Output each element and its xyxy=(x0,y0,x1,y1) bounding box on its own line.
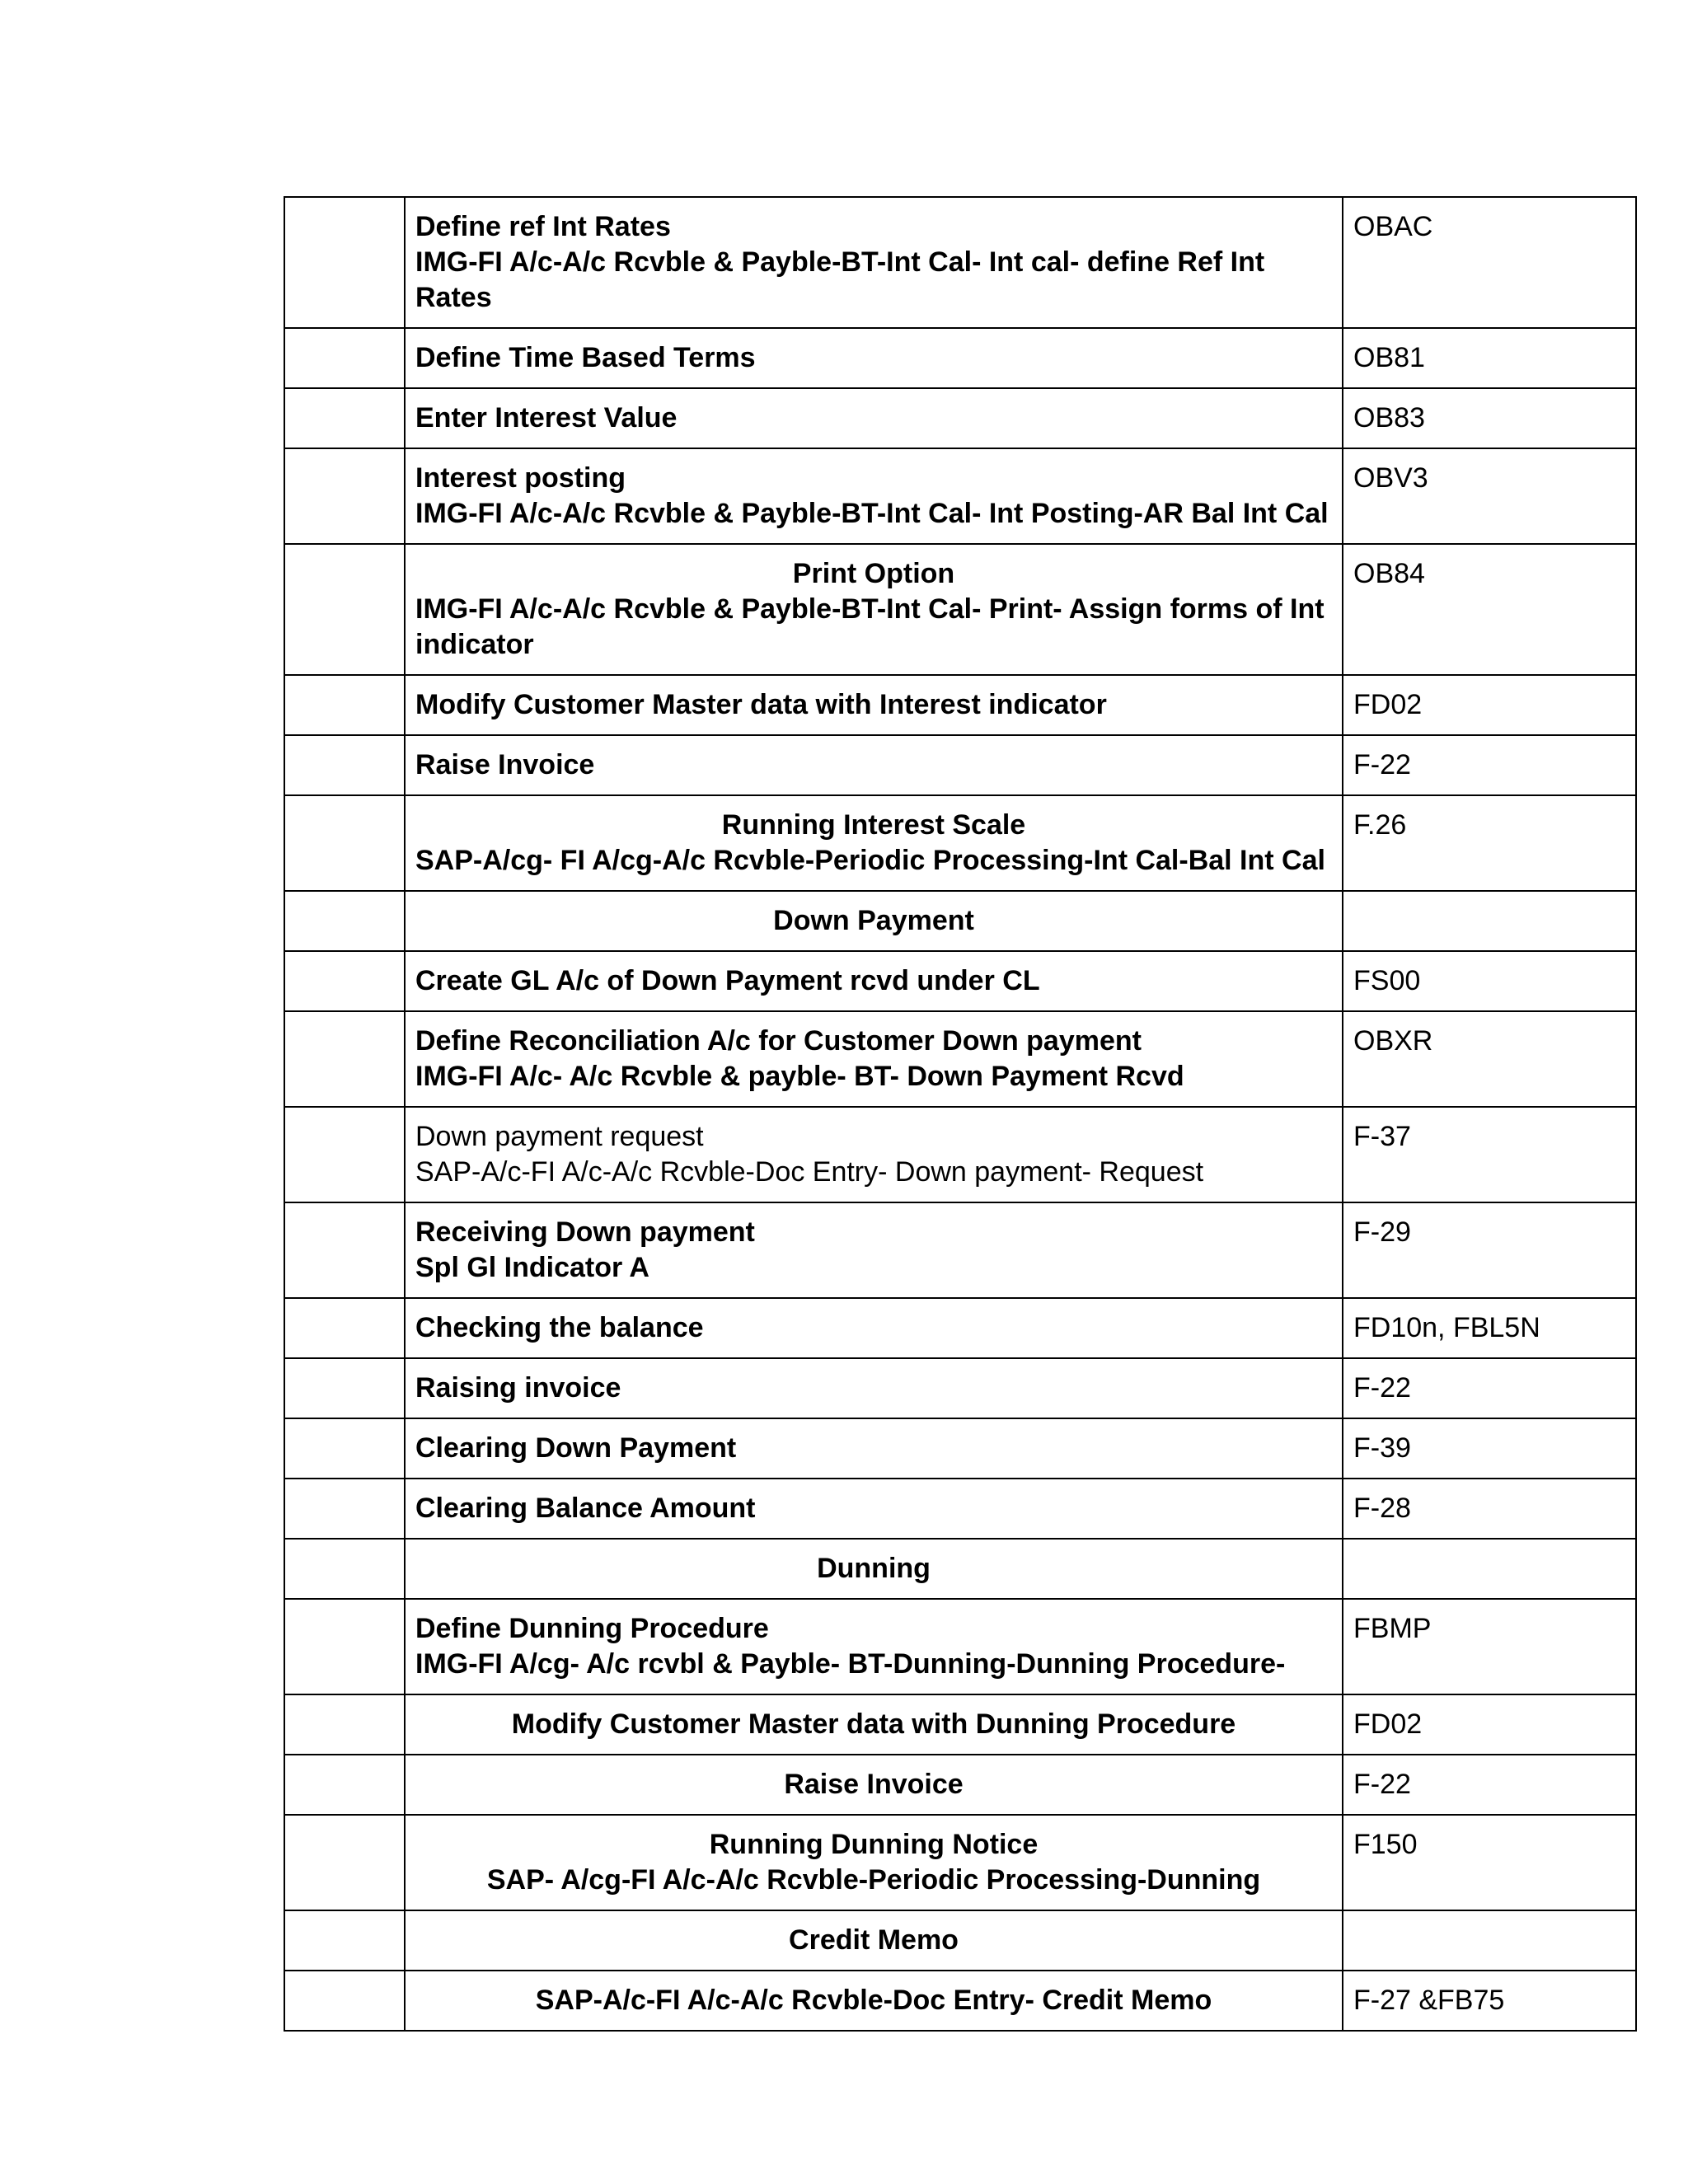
empty-cell xyxy=(284,1107,405,1202)
description-title: Define Reconciliation A/c for Customer Down payment xyxy=(415,1025,1142,1057)
tcode-cell: F-22 xyxy=(1343,1755,1636,1815)
tcode-cell: F-22 xyxy=(1343,1358,1636,1418)
empty-cell xyxy=(284,1479,405,1539)
empty-cell xyxy=(284,1358,405,1418)
description-cell xyxy=(405,1202,1343,1298)
description-path: IMG-FI A/c- A/c Rcvble & payble- BT- Down Payment Rcvd xyxy=(415,1061,1184,1092)
tcode-cell: F.26 xyxy=(1343,795,1636,891)
description-title: Dunning xyxy=(817,1553,931,1584)
description-title: Define Time Based Terms xyxy=(415,342,756,373)
empty-cell xyxy=(284,1815,405,1910)
empty-cell xyxy=(284,1971,405,2031)
table-row xyxy=(284,1011,1636,1107)
empty-cell xyxy=(284,1418,405,1479)
empty-cell xyxy=(284,675,405,735)
description-path: IMG-FI A/c-A/c Rcvble & Payble-BT-Int Cal- Int Posting-AR Bal Int Cal xyxy=(415,498,1329,529)
tcode-cell xyxy=(1343,891,1636,951)
description-cell xyxy=(405,1011,1343,1107)
description-cell xyxy=(405,1539,1343,1599)
description-cell xyxy=(405,1755,1343,1815)
tcode-cell: OB81 xyxy=(1343,328,1636,388)
description-path: Spl Gl Indicator A xyxy=(415,1252,649,1283)
description-title: Clearing Down Payment xyxy=(415,1432,737,1464)
description-title: Define Dunning Procedure xyxy=(415,1613,769,1644)
description-title: Interest posting xyxy=(415,462,626,494)
description-path: SAP- A/cg-FI A/c-A/c Rcvble-Periodic Processing-Dunning xyxy=(486,1864,1261,1896)
description-path: IMG-FI A/c-A/c Rcvble & Payble-BT-Int Cal- Print- Assign forms of Int indicator xyxy=(415,593,1325,660)
table-row xyxy=(284,1479,1636,1539)
table-row xyxy=(284,1910,1636,1971)
description-title: Raise Invoice xyxy=(415,749,595,780)
description-cell xyxy=(405,795,1343,891)
tcode-cell: FBMP xyxy=(1343,1599,1636,1694)
empty-cell xyxy=(284,735,405,795)
description-cell xyxy=(405,448,1343,544)
description-cell xyxy=(405,1418,1343,1479)
tcode-cell: OBXR xyxy=(1343,1011,1636,1107)
table-row xyxy=(284,1971,1636,2031)
table-row xyxy=(284,1599,1636,1694)
table-row xyxy=(284,1418,1636,1479)
tcode-cell: F-28 xyxy=(1343,1479,1636,1539)
tcode-cell: FD02 xyxy=(1343,1694,1636,1755)
table-row xyxy=(284,795,1636,891)
description-cell xyxy=(405,197,1343,328)
description-title: Raise Invoice xyxy=(784,1769,964,1800)
table-row xyxy=(284,197,1636,328)
description-title: Create GL A/c of Down Payment rcvd under CL xyxy=(415,965,1040,996)
description-cell xyxy=(405,1971,1343,2031)
table-row xyxy=(284,1539,1636,1599)
description-cell xyxy=(405,1358,1343,1418)
description-cell xyxy=(405,1815,1343,1910)
description-cell xyxy=(405,388,1343,448)
description-title: Down Payment xyxy=(773,905,974,936)
description-title: Checking the balance xyxy=(415,1312,704,1343)
description-cell xyxy=(405,735,1343,795)
description-path: SAP-A/cg- FI A/cg-A/c Rcvble-Periodic Processing-Int Cal-Bal Int Cal xyxy=(415,845,1325,876)
empty-cell xyxy=(284,1755,405,1815)
transaction-table xyxy=(284,196,1637,2032)
description-title: Clearing Balance Amount xyxy=(415,1493,756,1524)
empty-cell xyxy=(284,1298,405,1358)
tcode-cell: F-27 &FB75 xyxy=(1343,1971,1636,2031)
description-title: Running Dunning Notice xyxy=(709,1829,1039,1860)
description-cell xyxy=(405,328,1343,388)
description-title: Modify Customer Master data with Interest indicator xyxy=(415,689,1107,720)
table-row xyxy=(284,1298,1636,1358)
table-row xyxy=(284,388,1636,448)
description-title: SAP-A/c-FI A/c-A/c Rcvble-Doc Entry- Credit Memo xyxy=(535,1985,1212,2016)
description-title: Running Interest Scale xyxy=(721,809,1026,841)
description-cell xyxy=(405,1298,1343,1358)
empty-cell xyxy=(284,951,405,1011)
description-cell xyxy=(405,544,1343,675)
description-cell xyxy=(405,1910,1343,1971)
tcode-cell: F-39 xyxy=(1343,1418,1636,1479)
tcode-cell xyxy=(1343,1539,1636,1599)
tcode-cell: F-37 xyxy=(1343,1107,1636,1202)
table-row xyxy=(284,544,1636,675)
tcode-cell: FS00 xyxy=(1343,951,1636,1011)
description-cell xyxy=(405,1599,1343,1694)
description-title: Print Option xyxy=(792,558,955,589)
tcode-cell: FD10n, FBL5N xyxy=(1343,1298,1636,1358)
table-row xyxy=(284,328,1636,388)
empty-cell xyxy=(284,795,405,891)
table-row xyxy=(284,448,1636,544)
empty-cell xyxy=(284,1694,405,1755)
tcode-cell xyxy=(1343,1910,1636,1971)
table-row xyxy=(284,951,1636,1011)
description-path: IMG-FI A/cg- A/c rcvbl & Payble- BT-Dunning-Dunning Procedure- xyxy=(415,1648,1286,1680)
table-row xyxy=(284,675,1636,735)
description-title: Credit Memo xyxy=(789,1924,959,1956)
table-row xyxy=(284,1107,1636,1202)
description-cell xyxy=(405,1694,1343,1755)
description-cell xyxy=(405,891,1343,951)
table-row xyxy=(284,1202,1636,1298)
tcode-cell: OBAC xyxy=(1343,197,1636,328)
empty-cell xyxy=(284,328,405,388)
tcode-cell: FD02 xyxy=(1343,675,1636,735)
table-row xyxy=(284,891,1636,951)
tcode-cell: OB83 xyxy=(1343,388,1636,448)
description-title: Raising invoice xyxy=(415,1372,621,1404)
tcode-cell: F-22 xyxy=(1343,735,1636,795)
description-path: IMG-FI A/c-A/c Rcvble & Payble-BT-Int Cal- Int cal- define Ref Int Rates xyxy=(415,246,1265,313)
empty-cell xyxy=(284,891,405,951)
description-cell xyxy=(405,1107,1343,1202)
empty-cell xyxy=(284,1910,405,1971)
tcode-cell: OBV3 xyxy=(1343,448,1636,544)
empty-cell xyxy=(284,1599,405,1694)
description-title: Enter Interest Value xyxy=(415,402,678,434)
table-row xyxy=(284,1694,1636,1755)
description-cell xyxy=(405,951,1343,1011)
empty-cell xyxy=(284,388,405,448)
empty-cell xyxy=(284,1202,405,1298)
empty-cell xyxy=(284,197,405,328)
description-title: Define ref Int Rates xyxy=(415,211,671,242)
tcode-cell: F-29 xyxy=(1343,1202,1636,1298)
table-row xyxy=(284,1755,1636,1815)
empty-cell xyxy=(284,544,405,675)
description-title: Down payment request xyxy=(415,1121,704,1152)
empty-cell xyxy=(284,448,405,544)
table-row xyxy=(284,1358,1636,1418)
description-title: Modify Customer Master data with Dunning Procedure xyxy=(511,1708,1236,1740)
table-row xyxy=(284,1815,1636,1910)
empty-cell xyxy=(284,1011,405,1107)
description-path: SAP-A/c-FI A/c-A/c Rcvble-Doc Entry- Down payment- Request xyxy=(415,1156,1204,1188)
tcode-cell: F150 xyxy=(1343,1815,1636,1910)
table-row xyxy=(284,735,1636,795)
description-title: Receiving Down payment xyxy=(415,1216,755,1248)
transaction-table-body xyxy=(284,197,1636,2031)
empty-cell xyxy=(284,1539,405,1599)
tcode-cell: OB84 xyxy=(1343,544,1636,675)
description-cell xyxy=(405,675,1343,735)
description-cell xyxy=(405,1479,1343,1539)
